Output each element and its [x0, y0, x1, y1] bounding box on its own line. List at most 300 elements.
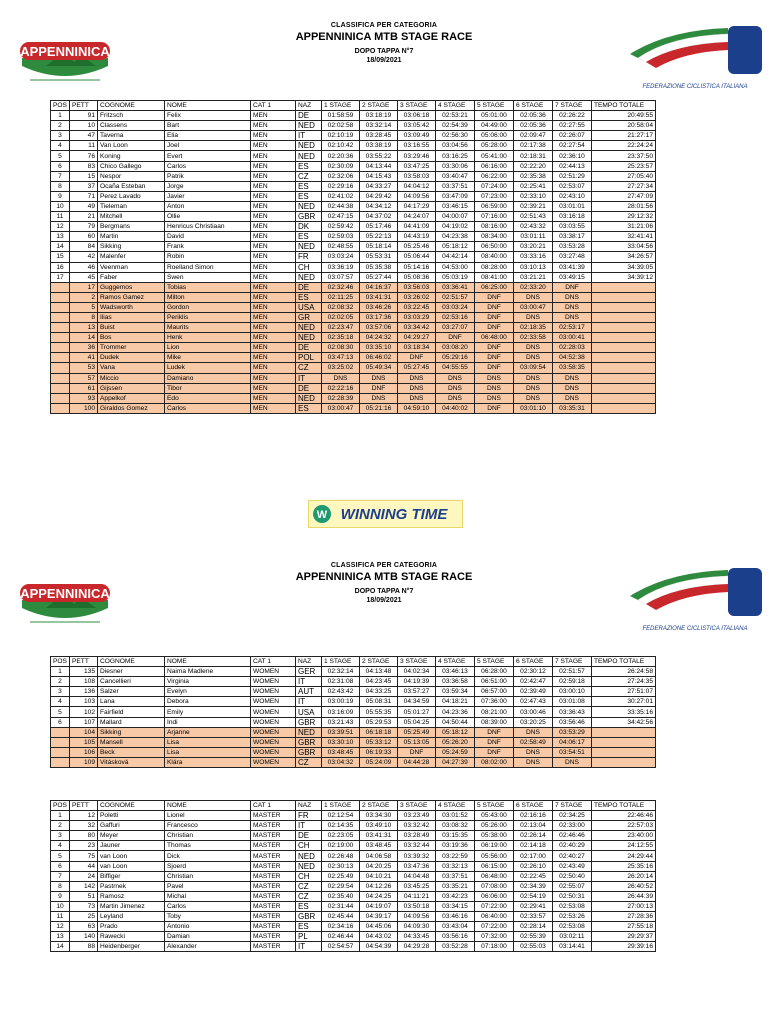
stage3-cell: 03:56:03 — [398, 282, 436, 292]
cognome-cell: Tieleman — [98, 201, 165, 211]
cat-cell: MEN — [251, 272, 296, 282]
stage5-cell: 08:16:00 — [475, 222, 514, 232]
nome-cell: Virginia — [165, 677, 251, 687]
column-header: TEMPO TOTALE — [592, 801, 656, 811]
pett-cell: 21 — [70, 212, 98, 222]
stage7-cell: 02:40:27 — [553, 851, 592, 861]
cat-cell: MASTER — [251, 821, 296, 831]
cognome-cell: Nespor — [98, 171, 165, 181]
stage1-cell: 02:35:40 — [322, 891, 360, 901]
stage6-cell: DNS — [514, 343, 553, 353]
total-time-cell: 34:26:57 — [592, 252, 656, 262]
pos-cell: 11 — [51, 212, 70, 222]
svg-text:W: W — [316, 509, 328, 521]
stage4-cell: 04:00:07 — [436, 212, 475, 222]
pett-cell: 8 — [70, 312, 98, 322]
race-title: APPENNINICA MTB STAGE RACE — [295, 571, 473, 583]
table-row — [51, 757, 656, 767]
stage2-cell: 05:17:46 — [360, 222, 398, 232]
pett-cell: 140 — [70, 932, 98, 942]
stage2-cell: 03:17:36 — [360, 312, 398, 322]
pos-cell: 7 — [51, 171, 70, 181]
stage2-cell: 03:32:14 — [360, 121, 398, 131]
stage5-cell: DNF — [475, 292, 514, 302]
cat-cell: MEN — [251, 111, 296, 121]
stage3-cell: 03:09:49 — [398, 131, 436, 141]
stage3-cell: 05:04:25 — [398, 717, 436, 727]
stage6-cell: DNS — [514, 393, 553, 403]
stage1-cell: 03:07:57 — [322, 272, 360, 282]
stage4-cell: 05:03:19 — [436, 272, 475, 282]
stage6-cell: 02:18:31 — [514, 151, 553, 161]
stage1-cell: 02:02:05 — [322, 312, 360, 322]
stage3-cell: 04:29:27 — [398, 333, 436, 343]
nome-cell: Robin — [165, 252, 251, 262]
nome-cell: Naima Madlene — [165, 667, 251, 677]
table-row — [51, 272, 656, 282]
cognome-cell: Gijssen — [98, 383, 165, 393]
stage7-cell: 03:53:28 — [553, 242, 592, 252]
table-row — [51, 161, 656, 171]
naz-cell: NED — [296, 201, 322, 211]
stage5-cell: 07:16:00 — [475, 212, 514, 222]
total-time-cell — [592, 363, 656, 373]
total-time-cell: 20:49:55 — [592, 111, 656, 121]
stage3-cell: 03:32:42 — [398, 821, 436, 831]
cat-cell: MASTER — [251, 811, 296, 821]
stage6-cell: 03:01:11 — [514, 232, 553, 242]
column-header: NAZ — [296, 801, 322, 811]
nome-cell: Gordon — [165, 302, 251, 312]
cognome-cell: Cancellieri — [98, 677, 165, 687]
cat-cell: MEN — [251, 242, 296, 252]
table-row — [51, 141, 656, 151]
pos-cell: 6 — [51, 717, 70, 727]
stage7-cell: 03:02:11 — [553, 932, 592, 942]
cat-cell: MEN — [251, 191, 296, 201]
stage2-cell: 04:12:26 — [360, 881, 398, 891]
stage6-cell: 02:51:43 — [514, 212, 553, 222]
column-header: NAZ — [296, 101, 322, 111]
nome-cell: Joel — [165, 141, 251, 151]
naz-cell: CZ — [296, 881, 322, 891]
stage5-cell: DNS — [475, 383, 514, 393]
pett-cell: 80 — [70, 831, 98, 841]
stage6-cell: 02:09:47 — [514, 131, 553, 141]
stage4-cell: 03:08:20 — [436, 343, 475, 353]
pett-cell: 100 — [70, 403, 98, 413]
cat-cell: MASTER — [251, 912, 296, 922]
nome-cell: Pavel — [165, 881, 251, 891]
stage2-cell: DNF — [360, 383, 398, 393]
stage5-cell: DNS — [475, 393, 514, 403]
stage5-cell: 06:57:00 — [475, 687, 514, 697]
stage1-cell: 02:41:02 — [322, 191, 360, 201]
total-time-cell — [592, 757, 656, 767]
pos-cell: 10 — [51, 901, 70, 911]
table-row — [51, 901, 656, 911]
pett-cell: 24 — [70, 871, 98, 881]
stage4-cell: 04:19:02 — [436, 222, 475, 232]
stage7-cell: 02:43:49 — [553, 861, 592, 871]
stage5-cell: 08:40:00 — [475, 252, 514, 262]
category-title: CLASSIFICA PER CATEGORIA — [330, 562, 438, 569]
federation-logo — [628, 20, 763, 90]
stage7-cell: DNS — [553, 302, 592, 312]
table-row — [51, 942, 656, 952]
stage5-cell: 06:22:00 — [475, 171, 514, 181]
stage4-cell: 03:37:51 — [436, 181, 475, 191]
stage4-cell: 03:19:36 — [436, 841, 475, 851]
stage5-cell: 06:51:00 — [475, 677, 514, 687]
women-results-table — [50, 656, 656, 768]
stage6-cell: 02:43:32 — [514, 222, 553, 232]
stage1-cell: 02:12:54 — [322, 811, 360, 821]
stage5-cell: DNF — [475, 302, 514, 312]
column-header: 7 STAGE — [553, 801, 592, 811]
stage3-cell: 04:44:28 — [398, 757, 436, 767]
category-title: CLASSIFICA PER CATEGORIA — [330, 22, 438, 29]
stage5-cell: 06:59:00 — [475, 201, 514, 211]
stage2-cell: 04:19:07 — [360, 901, 398, 911]
stage6-cell: 02:55:03 — [514, 942, 553, 952]
master-results-table — [50, 800, 656, 952]
naz-cell: NED — [296, 242, 322, 252]
cognome-cell: Mitchell — [98, 212, 165, 222]
nome-cell: Mike — [165, 353, 251, 363]
pos-cell: 2 — [51, 677, 70, 687]
stage4-cell: DNF — [436, 333, 475, 343]
table-row — [51, 373, 656, 383]
pett-cell: 47 — [70, 131, 98, 141]
cat-cell: WOMEN — [251, 687, 296, 697]
stage4-cell: 02:51:57 — [436, 292, 475, 302]
column-header: 3 STAGE — [398, 101, 436, 111]
naz-cell: CZ — [296, 171, 322, 181]
stage7-cell: DNS — [553, 757, 592, 767]
stage7-cell: 02:53:08 — [553, 922, 592, 932]
pett-cell: 44 — [70, 861, 98, 871]
cat-cell: MEN — [251, 393, 296, 403]
total-time-cell — [592, 282, 656, 292]
total-time-cell — [592, 302, 656, 312]
stage3-cell: 04:33:45 — [398, 932, 436, 942]
pos-cell — [51, 292, 70, 302]
total-time-cell: 27:47:09 — [592, 191, 656, 201]
total-time-cell — [592, 312, 656, 322]
cat-cell: MEN — [251, 232, 296, 242]
total-time-cell — [592, 727, 656, 737]
naz-cell: CZ — [296, 363, 322, 373]
stage3-cell: DNF — [398, 353, 436, 363]
stage2-cell: 04:39:17 — [360, 912, 398, 922]
total-time-cell: 26:24:58 — [592, 667, 656, 677]
stage1-cell: 02:25:49 — [322, 871, 360, 881]
table-row — [51, 242, 656, 252]
cat-cell: MEN — [251, 201, 296, 211]
cat-cell: MEN — [251, 343, 296, 353]
cat-cell: WOMEN — [251, 717, 296, 727]
stage5-cell: DNS — [475, 373, 514, 383]
pett-cell: 11 — [70, 141, 98, 151]
stage7-cell: 02:53:17 — [553, 323, 592, 333]
stage4-cell: 05:18:12 — [436, 242, 475, 252]
stage6-cell: 02:35:38 — [514, 171, 553, 181]
stage6-cell: 02:29:41 — [514, 901, 553, 911]
stage5-cell: 05:56:00 — [475, 851, 514, 861]
naz-cell: IT — [296, 131, 322, 141]
naz-cell: NED — [296, 272, 322, 282]
stage6-cell: 02:22:20 — [514, 161, 553, 171]
stage6-cell: 02:18:35 — [514, 323, 553, 333]
stage7-cell: 03:14:41 — [553, 942, 592, 952]
stage6-cell: 02:16:16 — [514, 811, 553, 821]
cat-cell: MASTER — [251, 942, 296, 952]
total-time-cell: 27:28:36 — [592, 912, 656, 922]
naz-cell: GR — [296, 312, 322, 322]
pos-cell — [51, 727, 70, 737]
stage1-cell: 02:45:44 — [322, 912, 360, 922]
pos-cell: 1 — [51, 811, 70, 821]
pos-cell: 16 — [51, 262, 70, 272]
federation-logo-text: FEDERAZIONE CICLISTICA ITALIANA — [642, 626, 748, 632]
stage3-cell: DNF — [398, 747, 436, 757]
stage2-cell: 05:08:31 — [360, 697, 398, 707]
cat-cell: MEN — [251, 141, 296, 151]
cognome-cell: Guggemos — [98, 282, 165, 292]
table-row — [51, 131, 656, 141]
table-row — [51, 747, 656, 757]
stage7-cell: 02:46:46 — [553, 831, 592, 841]
pos-cell: 13 — [51, 932, 70, 942]
total-time-cell: 20:58:04 — [592, 121, 656, 131]
stage4-cell: 04:53:00 — [436, 262, 475, 272]
total-time-cell: 30:27:01 — [592, 697, 656, 707]
pett-cell: 5 — [70, 302, 98, 312]
stage3-cell: 04:09:30 — [398, 922, 436, 932]
cat-cell: MEN — [251, 292, 296, 302]
nome-cell: Ollie — [165, 212, 251, 222]
pett-cell: 32 — [70, 821, 98, 831]
stage1-cell: 02:11:25 — [322, 292, 360, 302]
naz-cell: ES — [296, 191, 322, 201]
table-row — [51, 687, 656, 697]
pos-cell — [51, 737, 70, 747]
stage1-cell: 02:29:54 — [322, 881, 360, 891]
stage4-cell: 03:46:13 — [436, 667, 475, 677]
pos-cell: 9 — [51, 891, 70, 901]
federation-logo-text: FEDERAZIONE CICLISTICA ITALIANA — [642, 84, 748, 90]
stage-title: DOPO TAPPA N°7 — [354, 48, 414, 55]
pett-cell: 2 — [70, 292, 98, 302]
stage6-cell: DNS — [514, 727, 553, 737]
nome-cell: Francesco — [165, 821, 251, 831]
table-row — [51, 111, 656, 121]
stage2-cell: 05:33:12 — [360, 737, 398, 747]
naz-cell: GBR — [296, 717, 322, 727]
cognome-cell: Miccio — [98, 373, 165, 383]
stage6-cell: 02:25:41 — [514, 181, 553, 191]
column-header: NOME — [165, 801, 251, 811]
pos-cell: 10 — [51, 201, 70, 211]
column-header: CAT 1 — [251, 801, 296, 811]
cognome-cell: Beck — [98, 747, 165, 757]
cat-cell: MEN — [251, 212, 296, 222]
nome-cell: Damian — [165, 932, 251, 942]
stage4-cell: 03:01:52 — [436, 811, 475, 821]
stage5-cell: DNF — [475, 403, 514, 413]
total-time-cell: 27:00:13 — [592, 901, 656, 911]
cat-cell: MASTER — [251, 831, 296, 841]
stage2-cell: 03:41:31 — [360, 831, 398, 841]
stage2-cell: 04:37:02 — [360, 212, 398, 222]
stage1-cell: 02:30:13 — [322, 861, 360, 871]
stage3-cell: 03:23:49 — [398, 811, 436, 821]
column-header: 4 STAGE — [436, 101, 475, 111]
appenninica-logo-text: APPENNINICA — [20, 44, 110, 59]
stage4-cell: 03:42:23 — [436, 891, 475, 901]
stage1-cell: 03:04:32 — [322, 757, 360, 767]
stage6-cell: 02:33:10 — [514, 191, 553, 201]
column-header: 5 STAGE — [475, 657, 514, 667]
stage1-cell: 01:58:59 — [322, 111, 360, 121]
pos-cell: 7 — [51, 871, 70, 881]
cognome-cell: Fairfield — [98, 707, 165, 717]
nome-cell: Christian — [165, 831, 251, 841]
stage4-cell: 03:46:15 — [436, 201, 475, 211]
table-row — [51, 191, 656, 201]
table-row — [51, 717, 656, 727]
total-time-cell: 31:21:06 — [592, 222, 656, 232]
stage3-cell: 05:27:45 — [398, 363, 436, 373]
pett-cell: 104 — [70, 727, 98, 737]
stage2-cell: 04:06:58 — [360, 851, 398, 861]
total-time-cell — [592, 737, 656, 747]
stage2-cell: 04:43:02 — [360, 932, 398, 942]
table-row — [51, 861, 656, 871]
stage4-cell: 04:42:14 — [436, 252, 475, 262]
stage7-cell: 03:38:17 — [553, 232, 592, 242]
table-row — [51, 171, 656, 181]
cat-cell: MEN — [251, 302, 296, 312]
table-row — [51, 871, 656, 881]
naz-cell: IT — [296, 821, 322, 831]
stage2-cell: 04:13:44 — [360, 161, 398, 171]
pos-cell: 2 — [51, 121, 70, 131]
stage6-cell: 02:39:21 — [514, 201, 553, 211]
stage1-cell: 02:02:58 — [322, 121, 360, 131]
stage1-cell: 03:25:02 — [322, 363, 360, 373]
stage6-cell: 02:47:43 — [514, 697, 553, 707]
table-row — [51, 212, 656, 222]
cat-cell: WOMEN — [251, 667, 296, 677]
cognome-cell: van Loon — [98, 851, 165, 861]
stage1-cell: 03:21:43 — [322, 717, 360, 727]
column-header: COGNOME — [98, 101, 165, 111]
stage7-cell: 04:52:38 — [553, 353, 592, 363]
nome-cell: Lionel — [165, 811, 251, 821]
pos-cell: 1 — [51, 111, 70, 121]
nome-cell: Anton — [165, 201, 251, 211]
table-row — [51, 151, 656, 161]
stage2-cell: DNS — [360, 373, 398, 383]
stage5-cell: 08:34:00 — [475, 232, 514, 242]
stage4-cell: 03:47:09 — [436, 191, 475, 201]
appenninica-logo-text: APPENNINICA — [20, 586, 110, 601]
pos-cell — [51, 403, 70, 413]
total-time-cell — [592, 373, 656, 383]
stage4-cell: 03:16:25 — [436, 151, 475, 161]
stage3-cell: 03:45:25 — [398, 881, 436, 891]
column-header: POS — [51, 101, 70, 111]
pett-cell: 49 — [70, 201, 98, 211]
appenninica-logo — [16, 578, 114, 628]
total-time-cell: 24:29:44 — [592, 851, 656, 861]
stage1-cell: 02:54:57 — [322, 942, 360, 952]
table-row — [51, 727, 656, 737]
stage6-cell: DNS — [514, 353, 553, 363]
cognome-cell: Chico Gallego — [98, 161, 165, 171]
cat-cell: MASTER — [251, 891, 296, 901]
total-time-cell: 27:05:40 — [592, 171, 656, 181]
stage4-cell: 03:56:16 — [436, 932, 475, 942]
stage7-cell: 03:41:39 — [553, 262, 592, 272]
naz-cell: ES — [296, 901, 322, 911]
column-header: 3 STAGE — [398, 801, 436, 811]
total-time-cell: 26:44:39 — [592, 891, 656, 901]
cognome-cell: Poletti — [98, 811, 165, 821]
stage3-cell: 03:47:36 — [398, 861, 436, 871]
stage4-cell: 03:35:21 — [436, 881, 475, 891]
stage1-cell: 02:10:42 — [322, 141, 360, 151]
pos-cell: 8 — [51, 181, 70, 191]
cognome-cell: Vana — [98, 363, 165, 373]
stage1-cell: 02:34:16 — [322, 922, 360, 932]
stage3-cell: 03:34:42 — [398, 323, 436, 333]
naz-cell: NED — [296, 121, 322, 131]
stage3-cell: 04:34:59 — [398, 697, 436, 707]
column-header: NOME — [165, 657, 251, 667]
stage7-cell: 03:49:15 — [553, 272, 592, 282]
stage5-cell: DNF — [475, 727, 514, 737]
table-row — [51, 932, 656, 942]
nome-cell: Roelland Simon — [165, 262, 251, 272]
stage5-cell: DNF — [475, 312, 514, 322]
nome-cell: Carlos — [165, 901, 251, 911]
table-row — [51, 292, 656, 302]
stage5-cell: 08:39:00 — [475, 717, 514, 727]
cat-cell: MEN — [251, 312, 296, 322]
stage3-cell: 03:50:18 — [398, 901, 436, 911]
stage5-cell: 07:22:00 — [475, 901, 514, 911]
table-row — [51, 881, 656, 891]
pos-cell: 1 — [51, 667, 70, 677]
stage6-cell: 02:26:14 — [514, 831, 553, 841]
total-time-cell: 24:12:55 — [592, 841, 656, 851]
stage2-cell: 05:21:16 — [360, 403, 398, 413]
pos-cell: 3 — [51, 831, 70, 841]
pos-cell: 2 — [51, 821, 70, 831]
stage7-cell: 04:06:17 — [553, 737, 592, 747]
naz-cell: NED — [296, 727, 322, 737]
stage5-cell: 05:26:00 — [475, 821, 514, 831]
column-header: POS — [51, 657, 70, 667]
stage2-cell: 05:22:13 — [360, 232, 398, 242]
stage1-cell: 02:32:06 — [322, 171, 360, 181]
table-row — [51, 333, 656, 343]
stage4-cell: 05:29:16 — [436, 353, 475, 363]
column-header: 6 STAGE — [514, 657, 553, 667]
